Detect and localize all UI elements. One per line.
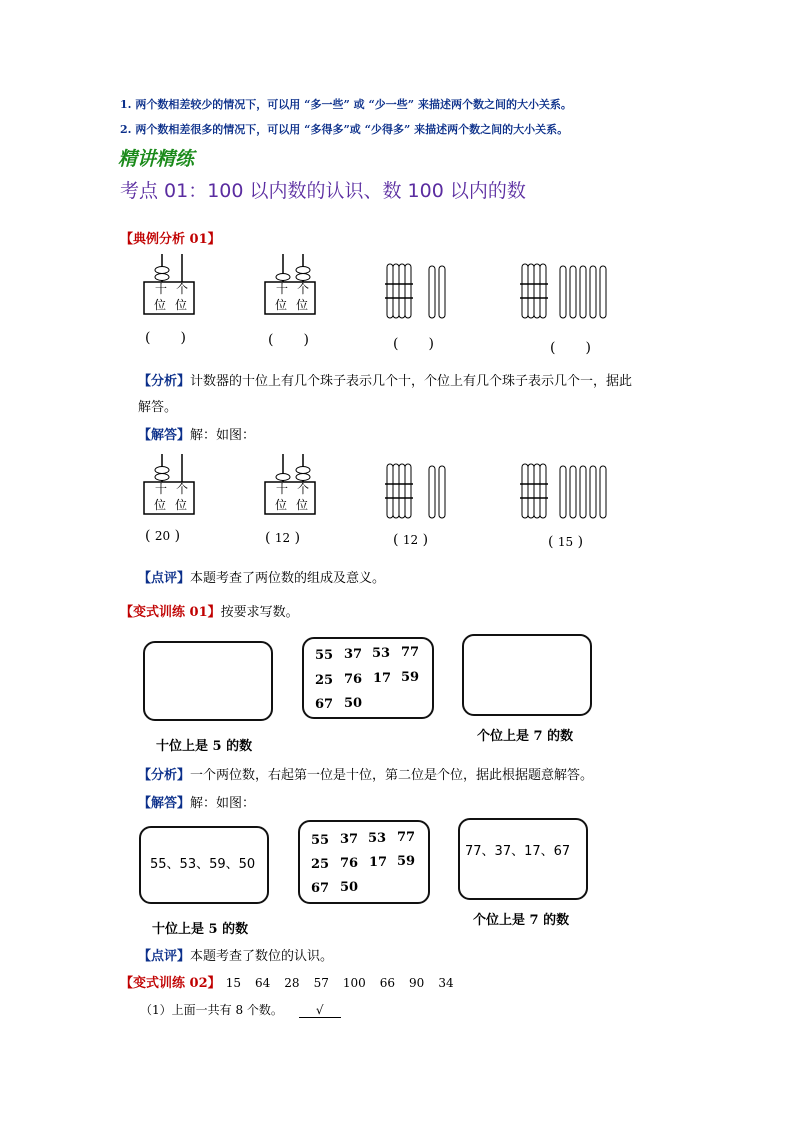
number-cell: 59 xyxy=(401,670,420,685)
number-cell: 67 xyxy=(315,697,334,712)
sequence-number: 66 xyxy=(379,976,396,990)
label-tens5: 十位上是 5 的数 xyxy=(152,922,249,937)
answer-blank: ( ) xyxy=(268,332,309,348)
stick-bundle-figure xyxy=(385,462,455,522)
solution-tag: 【解答】 xyxy=(138,796,191,811)
number-cell: 59 xyxy=(397,854,416,869)
abacus-figure xyxy=(261,452,321,517)
analysis-tag: 【分析】 xyxy=(138,768,191,783)
number-cell: 50 xyxy=(340,880,359,895)
number-cell: 55 xyxy=(311,833,330,848)
number-sequence xyxy=(226,976,468,990)
abacus-wei-label: 位 xyxy=(154,498,167,512)
solution-tag: 【解答】 xyxy=(138,428,191,443)
answer-filled: ( 12 ) xyxy=(265,530,301,546)
solution-line: 【解答】解：如图： xyxy=(138,796,256,811)
exercise-heading: 【变式训练 01】按要求写数。 xyxy=(120,605,299,620)
abacus-tens-label: 十 xyxy=(155,482,168,496)
rule-2: 2. 两个数相差很多的情况下，可以用 “多得多”或 “少得多” 来描述两个数之间的大小关系。 xyxy=(120,123,569,136)
comment-line: 【点评】本题考查了两位数的组成及意义。 xyxy=(138,571,386,586)
abacus-wei-label: 位 xyxy=(175,498,188,512)
abacus-wei-label: 位 xyxy=(154,298,167,312)
solution-line: 【解答】解：如图： xyxy=(138,428,256,443)
number-cell: 76 xyxy=(344,672,363,687)
answer-box-ones7 xyxy=(458,818,588,900)
answer-filled: ( 12 ) xyxy=(393,532,429,548)
analysis-line: 【分析】计数器的十位上有几个珠子表示几个十，个位上有几个珠子表示几个一，据此 xyxy=(138,374,633,389)
abacus-tens-label: 十 xyxy=(276,282,289,296)
abacus-icon xyxy=(140,252,200,317)
number-cell: 50 xyxy=(344,696,363,711)
abacus-ones-label: 个 xyxy=(176,282,189,296)
abacus-wei-label: 位 xyxy=(296,298,309,312)
answer-filled: ( 15 ) xyxy=(548,534,584,550)
number-cell: 53 xyxy=(368,831,387,846)
sequence-number: 100 xyxy=(342,976,366,990)
number-cell: 67 xyxy=(311,881,330,896)
stick-bundle-icon xyxy=(520,462,620,522)
abacus-wei-label: 位 xyxy=(175,298,188,312)
number-cell: 76 xyxy=(340,856,359,871)
sequence-number: 64 xyxy=(255,976,271,990)
comment-line: 【点评】本题考查了数位的认识。 xyxy=(138,949,334,964)
kaodian-heading: 考点 01：100 以内数的认识、数 100 以内的数 xyxy=(120,180,526,202)
abacus-wei-label: 位 xyxy=(275,298,288,312)
stick-bundle-figure xyxy=(385,262,455,322)
number-cell: 37 xyxy=(344,647,363,662)
example-tag: 【典例分析 01】 xyxy=(120,232,221,247)
sequence-number: 15 xyxy=(225,976,241,990)
stick-bundle-figure xyxy=(520,462,620,522)
answer-blank: ( ) xyxy=(393,336,434,352)
answer-blank: ( ) xyxy=(550,340,591,356)
exercise-heading xyxy=(120,972,468,991)
stick-bundle-icon xyxy=(520,262,620,322)
analysis-line: 【分析】一个两位数，右起第一位是十位，第二位是个位，据此根据题意解答。 xyxy=(138,768,594,783)
number-cell: 37 xyxy=(340,832,359,847)
sequence-number: 34 xyxy=(438,976,454,990)
answer-blank: ( ) xyxy=(145,330,186,346)
sequence-number: 28 xyxy=(284,976,300,990)
number-cell: 77 xyxy=(397,830,416,845)
label-tens5: 十位上是 5 的数 xyxy=(156,739,253,754)
exercise-tag: 【变式训练 02】 xyxy=(120,976,221,991)
abacus-wei-label: 位 xyxy=(296,498,309,512)
exercise-tag: 【变式训练 01】 xyxy=(120,605,221,620)
answer-box-ones7 xyxy=(462,634,592,716)
abacus-figure xyxy=(261,252,321,317)
stick-bundle-icon xyxy=(385,262,455,322)
abacus-icon xyxy=(140,452,200,517)
number-cell: 17 xyxy=(369,855,388,870)
answer-tens5: 55、53、59、50 xyxy=(150,857,256,872)
abacus-figure xyxy=(140,252,200,317)
question-line xyxy=(140,1001,341,1018)
rule-1: 1. 两个数相差较少的情况下，可以用 “多一些” 或 “少一些” 来描述两个数之间的大小关系。 xyxy=(120,98,572,111)
abacus-ones-label: 个 xyxy=(297,282,310,296)
number-cell: 55 xyxy=(315,648,334,663)
abacus-ones-label: 个 xyxy=(176,482,189,496)
abacus-wei-label: 位 xyxy=(275,498,288,512)
analysis-line-2: 解答。 xyxy=(138,400,178,415)
answer-filled: ( 20 ) xyxy=(145,528,181,544)
abacus-icon xyxy=(261,252,321,317)
number-cell: 17 xyxy=(373,671,392,686)
abacus-tens-label: 十 xyxy=(155,282,168,296)
abacus-icon xyxy=(261,452,321,517)
label-ones7: 个位上是 7 的数 xyxy=(477,729,574,744)
sequence-number: 90 xyxy=(409,976,425,990)
counting-figures-question xyxy=(135,252,615,362)
number-cell: 25 xyxy=(315,673,334,688)
comment-tag: 【点评】 xyxy=(138,571,191,586)
abacus-tens-label: 十 xyxy=(276,482,289,496)
analysis-tag: 【分析】 xyxy=(138,374,191,389)
number-cell: 53 xyxy=(372,646,391,661)
abacus-ones-label: 个 xyxy=(297,482,310,496)
sequence-number: 57 xyxy=(313,976,329,990)
abacus-figure xyxy=(140,452,200,517)
question-1-answer: √ xyxy=(299,1003,341,1018)
answer-ones7: 77、37、17、67 xyxy=(465,844,571,859)
stick-bundle-icon xyxy=(385,462,455,522)
label-ones7: 个位上是 7 的数 xyxy=(473,913,570,928)
question-1-text: （1）上面一共有 8 个数。 xyxy=(140,1003,283,1017)
stick-bundle-figure xyxy=(520,262,620,322)
number-cell: 77 xyxy=(401,645,420,660)
section-title: 精讲精练 xyxy=(118,148,195,170)
counting-figures-answer xyxy=(135,452,615,557)
answer-box-tens5 xyxy=(143,641,273,721)
number-cell: 25 xyxy=(311,857,330,872)
comment-tag: 【点评】 xyxy=(138,949,191,964)
